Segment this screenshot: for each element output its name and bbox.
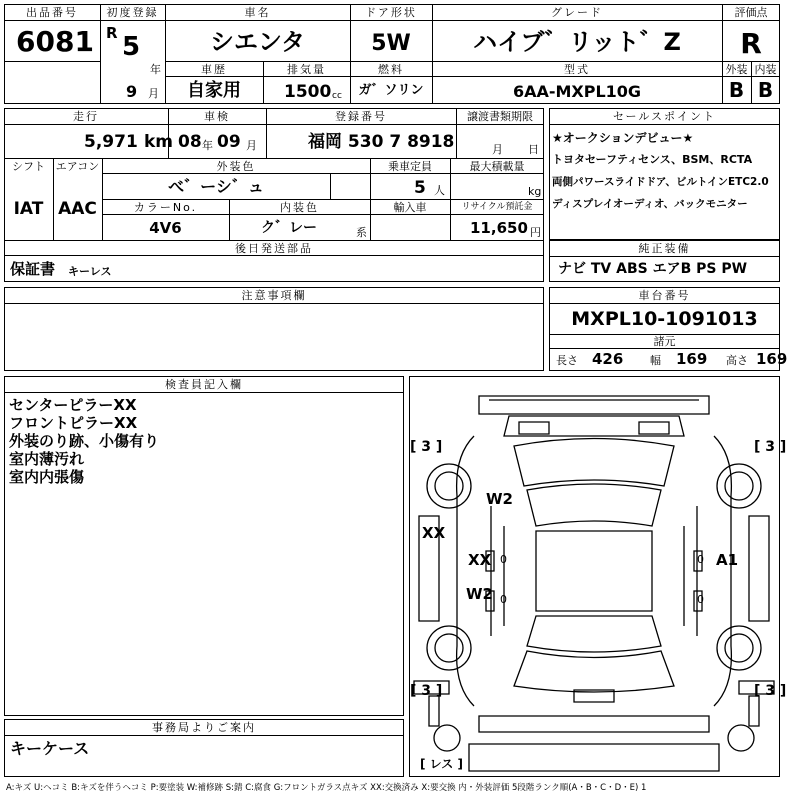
tire-rear-right-tread: [ 3 ]	[754, 683, 787, 699]
model-code: 6AA-MXPL10G	[512, 82, 642, 101]
length: 426	[592, 350, 624, 368]
mileage: 5,971	[84, 132, 138, 152]
registration-month: 9	[126, 82, 138, 101]
damage-mark-w2-upper: W2	[486, 490, 513, 508]
first-registration-label: 初度登録	[106, 6, 159, 19]
capacity-label: 乗車定員	[388, 160, 432, 173]
interior-grade-label: 内装	[754, 63, 777, 76]
height-label: 高さ	[726, 354, 748, 367]
tire-front-right-tread: [ 3 ]	[754, 439, 787, 455]
chassis-number: MXPL10-1091013	[571, 308, 758, 330]
inspector-label: 検査員記入欄	[165, 378, 243, 391]
inspection-month-unit: 月	[246, 139, 257, 152]
capacity: 5	[414, 178, 426, 198]
capacity-unit: 人	[434, 184, 445, 197]
equipment-items: ナビ TV ABS エアB PS PW	[558, 261, 748, 277]
model-code-label: 型式	[564, 63, 590, 76]
max-load-unit: kg	[528, 185, 542, 198]
length-label: 長さ	[556, 354, 578, 367]
inspector-line-4: 室内薄汚れ	[9, 450, 85, 468]
displacement-label: 排気量	[287, 63, 326, 76]
tire-front-left-tread: [ 3 ]	[410, 439, 443, 455]
km-unit: km	[144, 132, 174, 152]
recycle-fee-unit: 円	[530, 226, 541, 239]
equipment-label: 純正装備	[638, 242, 691, 255]
month-unit: 月	[148, 87, 159, 100]
interior-color-unit: 系	[356, 226, 367, 239]
damage-mark-w2-lower: W2	[466, 585, 493, 603]
max-load-label: 最大積載量	[469, 160, 525, 173]
inspector-line-1: センターピラーXX	[9, 396, 137, 414]
registration-year: 5	[122, 32, 141, 62]
width: 169	[676, 350, 708, 368]
exterior-grade: B	[728, 78, 745, 102]
sales-point-line-1: ★オークションデビュー★	[552, 131, 694, 145]
lot-number: 6081	[16, 25, 94, 58]
fuel-label: 燃料	[378, 63, 404, 76]
grade: ハイブ゛リット゛Z	[473, 28, 681, 56]
displacement: 1500	[284, 82, 332, 102]
tire-rr-value: 3	[765, 683, 776, 699]
grade-label: グレード	[551, 6, 603, 19]
inspector-line-2: フロントピラーXX	[9, 414, 138, 432]
shift: IAT	[13, 199, 44, 219]
ac-label: エアコン	[55, 160, 100, 173]
car-name: シエンタ	[209, 28, 306, 56]
lot-number-label: 出品番号	[26, 6, 78, 19]
import-label: 輸入車	[393, 201, 427, 214]
color-number-label: カラーNo.	[133, 201, 198, 214]
cc-unit: cc	[332, 91, 342, 101]
recycle-fee: 11,650	[470, 219, 528, 237]
notes-label: 注意事項欄	[241, 289, 307, 302]
interior-color: ク゛レー	[261, 220, 317, 236]
exterior-color-label: 外装色	[216, 160, 256, 173]
chassis-number-label: 車台番号	[638, 289, 691, 302]
office-text: キーケース	[10, 739, 90, 758]
mileage-label: 走行	[73, 110, 99, 123]
sales-point-line-3: 両側パワースライドドア、ビルトインETC2.0	[552, 176, 769, 188]
fuel: ガ゛ソリン	[358, 83, 424, 98]
car-outline-diagram	[409, 376, 780, 777]
year-unit: 年	[150, 63, 161, 76]
ac: AAC	[58, 199, 97, 219]
recycle-fee-label: リサイクル預託金	[461, 202, 533, 212]
height: 169	[756, 350, 788, 368]
interior-grade: B	[757, 78, 774, 102]
keyless: キーレス	[68, 265, 112, 278]
registration-number: 福岡 530 7 8918	[308, 132, 455, 152]
inspection-year-unit: 年	[202, 139, 213, 152]
transfer-deadline-label: 譲渡書類期限	[467, 110, 533, 123]
color-number: 4V6	[149, 219, 182, 237]
spec-label: 諸元	[653, 335, 676, 348]
inspector-line-3: 外装のり跡、小傷有り	[9, 432, 160, 450]
score-label: 評価点	[734, 6, 768, 19]
history: 自家用	[187, 80, 241, 101]
less-value: レス	[429, 757, 454, 771]
tire-fl-value: 3	[421, 439, 432, 455]
later-parts-label: 後日発送部品	[235, 242, 313, 255]
inspection-label: 車検	[204, 110, 230, 123]
door-type-label: ドア形状	[365, 6, 417, 19]
car-name-label: 車名	[244, 6, 271, 19]
spare-tire-less: [ レス ]	[420, 757, 463, 771]
legend: A:キズ U:ヘコミ B:キズを伴うヘコミ P:要塗装 W:補修跡 S:錆 C:腐食 G:フロントガラス点キズ XX:交換済み X:要交換 内・外装評価 5段階ランク順(A・B・C・D・E) 1	[6, 783, 647, 793]
damage-mark-xx-side: XX	[422, 524, 446, 542]
transfer-day-unit: 日	[528, 143, 539, 156]
history-label: 車歴	[201, 63, 227, 76]
damage-mark-a1: A1	[716, 551, 739, 569]
exterior-grade-label: 外装	[725, 63, 748, 76]
damage-mark-xx-pillar: XX	[468, 551, 492, 569]
inspection-month: 09	[217, 132, 241, 152]
inspection-year: 08	[178, 132, 202, 152]
door-type: 5W	[371, 31, 411, 56]
interior-color-label: 内装色	[280, 201, 319, 214]
zero-mark-right-lower: 0	[697, 593, 704, 606]
zero-mark-left-lower: 0	[500, 593, 507, 606]
registration-number-label: 登録番号	[335, 110, 387, 123]
width-label: 幅	[650, 354, 661, 367]
tire-rear-left-tread: [ 3 ]	[410, 683, 443, 699]
overall-score: R	[740, 27, 762, 60]
warranty-book: 保証書	[10, 260, 56, 278]
sales-points-label: セールスポイント	[612, 110, 716, 123]
sales-point-line-4: ディスプレイオーディオ、バックモニター	[552, 198, 748, 210]
sales-point-line-2: トヨタセーフティセンス、BSM、RCTA	[552, 153, 753, 166]
zero-mark-left-upper: 0	[500, 553, 507, 566]
zero-mark-right-upper: 0	[697, 553, 704, 566]
transfer-month-unit: 月	[492, 143, 503, 156]
tire-fr-value: 3	[765, 439, 776, 455]
tire-rl-value: 3	[421, 683, 432, 699]
office-label: 事務局よりご案内	[152, 721, 256, 734]
inspector-line-5: 室内内張傷	[9, 468, 85, 486]
shift-label: シフト	[12, 160, 45, 173]
exterior-color: べ゛ーシ゛ュ	[168, 177, 264, 196]
era: R	[106, 24, 118, 42]
